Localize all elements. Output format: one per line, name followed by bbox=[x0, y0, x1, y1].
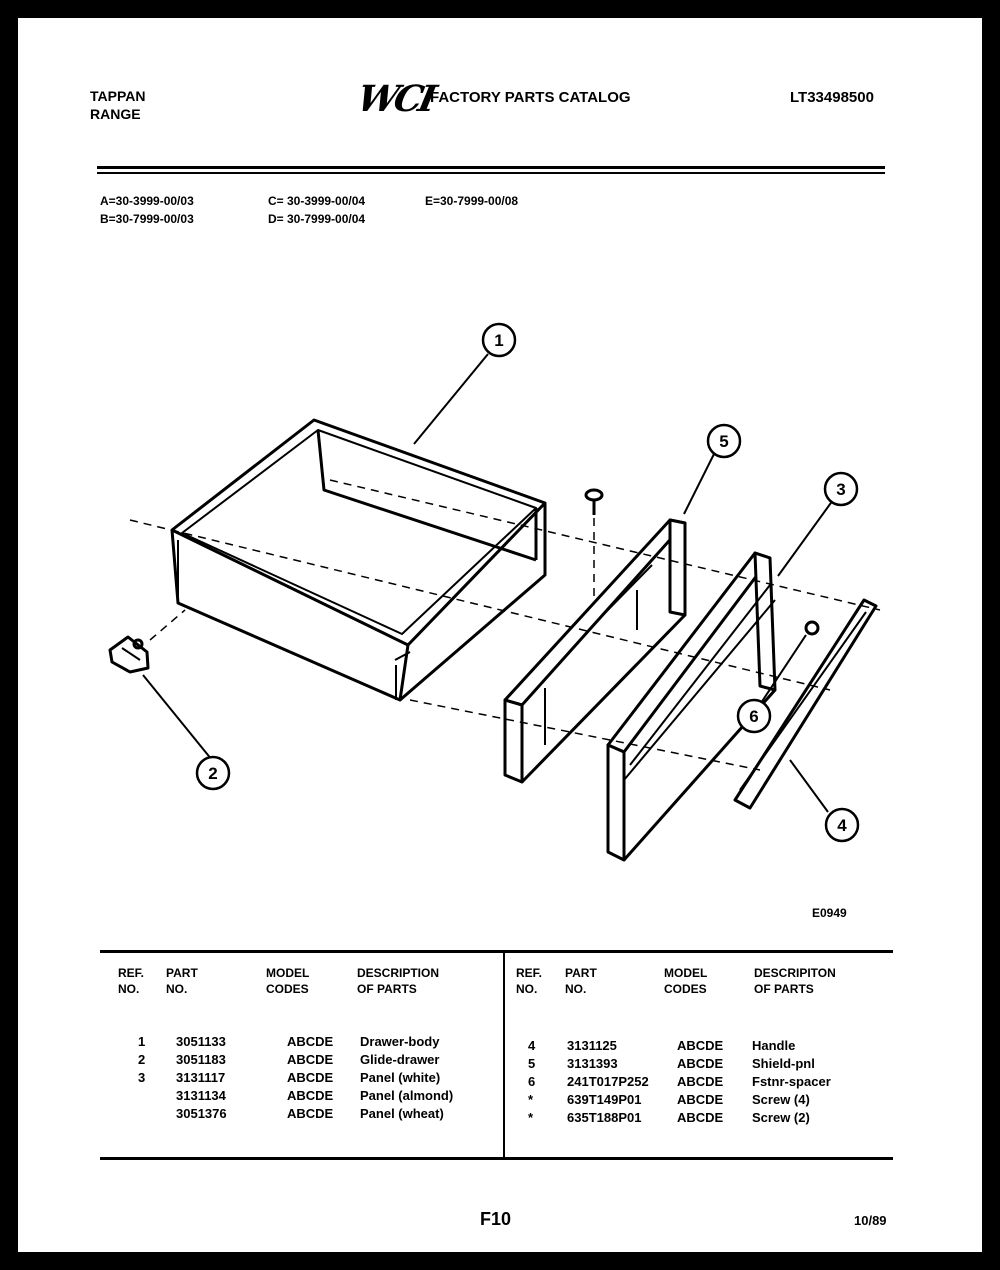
header-part-no-right: PART NO. bbox=[565, 966, 597, 996]
left-ref-column bbox=[138, 1033, 145, 1123]
header-description: DESCRIPTION OF PARTS bbox=[357, 966, 440, 996]
right-part-column bbox=[567, 1037, 649, 1127]
table-cell: ABCDE bbox=[287, 1088, 334, 1103]
header-part-no: PART NO. bbox=[166, 966, 198, 996]
table-divider bbox=[503, 952, 505, 1157]
table-cell: 639T149P01 bbox=[567, 1092, 642, 1107]
catalog-title: FACTORY PARTS CATALOG bbox=[430, 89, 631, 106]
callout-5: 5 bbox=[719, 432, 729, 451]
left-part-column bbox=[176, 1033, 227, 1123]
model-code-d: D= 30-7999-00/04 bbox=[268, 212, 366, 226]
right-ref-column bbox=[528, 1037, 535, 1127]
drawer-body-drawing bbox=[172, 420, 545, 700]
figure-id: E0949 bbox=[812, 906, 847, 920]
page-number: F10 bbox=[480, 1209, 512, 1229]
table-cell: 3051376 bbox=[176, 1106, 227, 1121]
table-cell: 3131393 bbox=[567, 1056, 618, 1071]
table-cell: ABCDE bbox=[677, 1074, 724, 1089]
table-cell: 3051133 bbox=[176, 1034, 226, 1049]
table-cell: Screw (4) bbox=[752, 1092, 810, 1107]
spacer-drawing bbox=[806, 622, 818, 634]
table-cell: * bbox=[528, 1092, 534, 1107]
header-model-codes-right: MODEL CODES bbox=[664, 966, 708, 996]
table-cell: 3131125 bbox=[567, 1038, 617, 1053]
header-ref-right: REF. NO. bbox=[516, 966, 543, 996]
table-cell: 241T017P252 bbox=[567, 1074, 649, 1089]
table-cell: 3051183 bbox=[176, 1052, 226, 1067]
table-cell: 3131134 bbox=[176, 1088, 226, 1103]
revision-date: 10/89 bbox=[854, 1213, 887, 1228]
callout-6: 6 bbox=[749, 707, 759, 726]
table-bottom-rule bbox=[100, 1157, 893, 1160]
callout-1: 1 bbox=[494, 331, 504, 350]
table-cell: 6 bbox=[528, 1074, 536, 1089]
table-cell: 3131117 bbox=[176, 1070, 226, 1085]
table-cell: Glide-drawer bbox=[360, 1052, 440, 1067]
table-cell: 3 bbox=[138, 1070, 146, 1085]
table-cell: 1 bbox=[138, 1034, 146, 1049]
table-cell: 4 bbox=[528, 1038, 536, 1053]
appliance-type: RANGE bbox=[90, 106, 141, 122]
table-cell: ABCDE bbox=[677, 1092, 724, 1107]
screw-drawing bbox=[586, 490, 602, 515]
wci-logo: WCI bbox=[353, 78, 437, 120]
model-code-b: B=30-7999-00/03 bbox=[100, 212, 194, 226]
header-model-codes: MODEL CODES bbox=[266, 966, 310, 996]
table-cell: 5 bbox=[528, 1056, 536, 1071]
right-desc-column bbox=[752, 1037, 831, 1127]
table-cell: ABCDE bbox=[287, 1106, 334, 1121]
callout-3: 3 bbox=[836, 480, 846, 499]
model-number: LT33498500 bbox=[790, 89, 874, 106]
table-cell: * bbox=[528, 1110, 534, 1125]
brand-name: TAPPAN bbox=[90, 88, 146, 104]
table-cell: ABCDE bbox=[677, 1110, 724, 1125]
callout-2: 2 bbox=[208, 764, 218, 783]
table-cell: Panel (almond) bbox=[360, 1088, 454, 1103]
model-code-c: C= 30-3999-00/04 bbox=[268, 194, 366, 208]
table-cell: Drawer-body bbox=[360, 1034, 440, 1049]
glide-drawing bbox=[110, 637, 148, 672]
table-cell bbox=[138, 1087, 145, 1105]
table-cell: ABCDE bbox=[677, 1038, 724, 1053]
model-code-e: E=30-7999-00/08 bbox=[425, 194, 519, 208]
table-top-rule bbox=[100, 950, 893, 953]
table-cell: Handle bbox=[752, 1038, 796, 1053]
model-code-a: A=30-3999-00/03 bbox=[100, 194, 194, 208]
table-cell: Shield-pnl bbox=[752, 1056, 815, 1071]
table-cell: ABCDE bbox=[677, 1056, 724, 1071]
table-cell: Panel (wheat) bbox=[360, 1106, 444, 1121]
callout-4: 4 bbox=[837, 816, 847, 835]
right-codes-column bbox=[677, 1037, 723, 1127]
header-ref: REF. NO. bbox=[118, 966, 145, 996]
table-cell: ABCDE bbox=[287, 1034, 334, 1049]
table-cell: Screw (2) bbox=[752, 1110, 810, 1125]
header-description-right: DESCRIPITON OF PARTS bbox=[754, 966, 836, 996]
left-codes-column bbox=[287, 1033, 333, 1123]
table-cell: ABCDE bbox=[287, 1052, 334, 1067]
table-cell bbox=[138, 1105, 145, 1123]
table-cell: Panel (white) bbox=[360, 1070, 441, 1085]
table-cell: ABCDE bbox=[287, 1070, 334, 1085]
left-desc-column bbox=[360, 1033, 453, 1123]
table-cell: 2 bbox=[138, 1052, 146, 1067]
table-cell: 635T188P01 bbox=[567, 1110, 642, 1125]
table-cell: Fstnr-spacer bbox=[752, 1074, 831, 1089]
